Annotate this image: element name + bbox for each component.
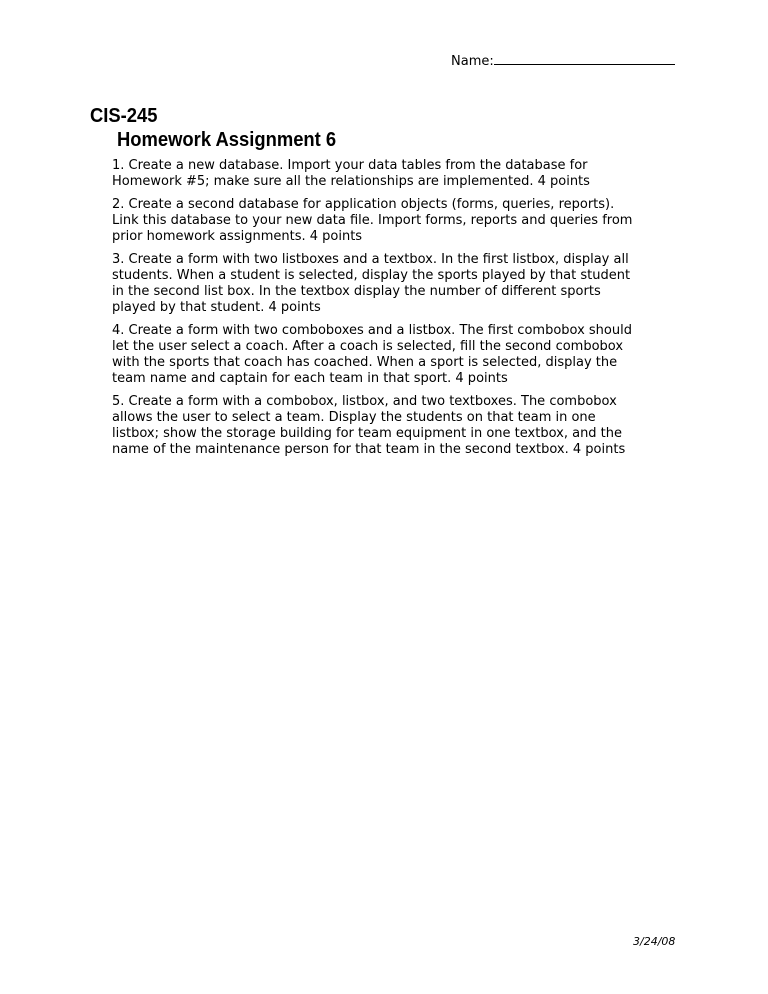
name-field-line	[451, 52, 675, 70]
task-item-5: 5. Create a form with a combobox, listbox, and two textboxes. The combobox allows the user to select a team. Display the students on that team in one listbox; show the storage building for team equipment in one textbox, and the name of the maintenance person for that team in the second textbox. 4 points	[112, 394, 626, 457]
course-title: CIS-245	[90, 105, 158, 127]
task-list	[112, 158, 682, 465]
footer-date: 3/24/08	[633, 935, 676, 948]
task-item-3: 3. Create a form with two listboxes and a textbox. In the first listbox, display all students. When a student is selected, display the sports played by that student in the second list box. In the textbox display the number of different sports played by that student. 4 points	[112, 252, 631, 315]
task-item-4: 4. Create a form with two comboboxes and a listbox. The first combobox should let the user select a coach. After a coach is selected, fill the second combobox with the sports that coach has coached. When a sport is selected, display the team name and captain for each team in that sport. 4 points	[112, 323, 632, 386]
name-label: Name:	[451, 54, 494, 69]
assignment-title: Homework Assignment 6	[117, 129, 337, 151]
task-item-2: 2. Create a second database for application objects (forms, queries, reports). Link this database to your new data file. Import forms, reports and queries from prior homework assignments. 4 points	[112, 197, 633, 244]
task-item-1: 1. Create a new database. Import your data tables from the database for Homework #5; make sure all the relationships are implemented. 4 points	[112, 158, 590, 189]
name-blank-underline	[494, 52, 675, 65]
